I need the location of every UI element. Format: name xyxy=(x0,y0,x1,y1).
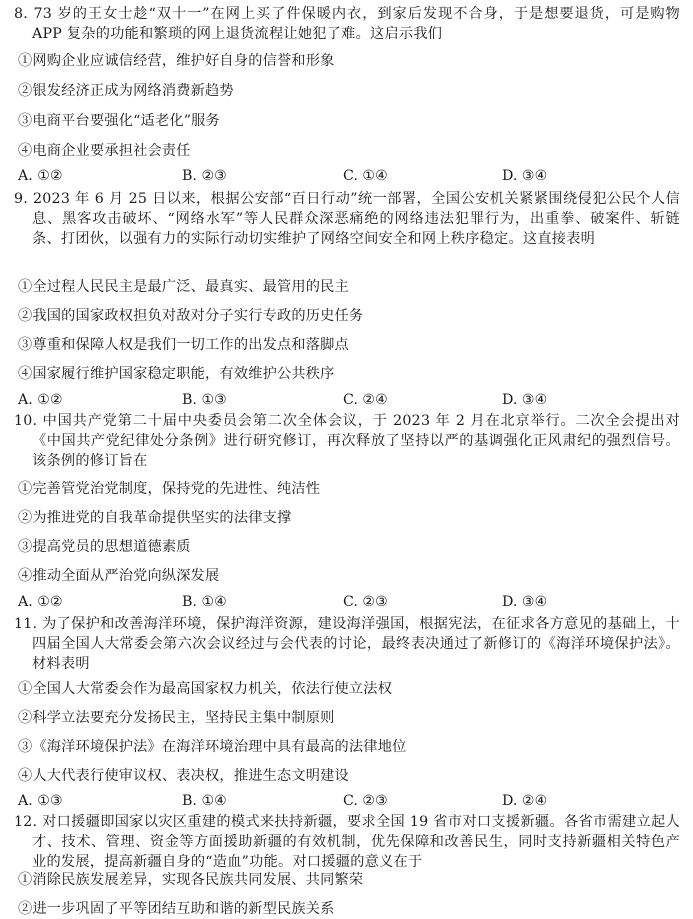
option-item: ③提高党员的思想道德素质 xyxy=(18,539,191,555)
question-stem: 10. 中国共产党第二十届中央委员会第二次全体会议，于 2023 年 2 月在北京举行。二次全会提出对《中国共产党纪律处分条例》进行研究修订，再次释放了坚持以严的基调强化正风肃纪的强烈信号。该条例的修订旨在 xyxy=(14,413,680,469)
option-item: ④国家履行维护国家稳定职能，有效维护公共秩序 xyxy=(18,366,335,382)
question-stem: 11. 为了保护和改善海洋环境，保护海洋资源，建设海洋强国，根据宪法，在征求各方意见的基础上，十四届全国人大常委会第六次会议经过与会代表的讨论，最终表决通过了新修订的《海洋环境保护法》。材料表明 xyxy=(14,616,680,672)
choice-a: A. ①② xyxy=(18,168,63,184)
option-item: ④电商企业要承担社会责任 xyxy=(18,143,191,159)
choice-a: A. ①② xyxy=(18,392,63,408)
option-item: ③电商平台要强化“适老化”服务 xyxy=(18,113,220,129)
question-11 xyxy=(14,614,680,674)
choice-c: C. ②③ xyxy=(343,793,388,809)
question-12 xyxy=(14,812,680,872)
question-stem: 12. 对口援疆即国家以灾区重建的模式来扶持新疆，要求全国 19 省市对口支援新疆。各省市需建立起人才、技术、管理、资金等方面援助新疆的有效机制，优先保障和改善民生，同时支持新疆相关特色产业的发展，提高新疆自身的“造血”功能。对口援疆的意义在于 xyxy=(14,814,680,870)
option-item: ④推动全面从严治党向纵深发展 xyxy=(18,568,220,584)
option-item: ①完善管党治党制度，保持党的先进性、纯洁性 xyxy=(18,481,321,497)
choice-d: D. ③④ xyxy=(502,594,548,610)
question-8 xyxy=(14,4,680,44)
question-stem: 8. 73 岁的王女士趁“双十一”在网上买了件保暖内衣，到家后发现不合身，于是想要退货，可是购物 APP 复杂的功能和繁琐的网上退货流程让她犯了难。这启示我们 xyxy=(14,6,680,42)
option-item: ②我国的国家政权担负对敌对分子实行专政的历史任务 xyxy=(18,308,364,324)
choice-c: C. ②③ xyxy=(343,594,388,610)
choice-b: B. ①③ xyxy=(182,392,227,408)
option-item: ③《海洋环境保护法》在海洋环境治理中具有最高的法律地位 xyxy=(18,739,407,755)
option-item: ①全国人大常委会作为最高国家权力机关，依法行使立法权 xyxy=(18,681,393,697)
option-item: ②银发经济正成为网络消费新趋势 xyxy=(18,83,234,99)
choice-d: D. ②④ xyxy=(502,793,548,809)
choice-b: B. ①④ xyxy=(182,594,227,610)
option-item: ①消除民族发展差异，实现各民族共同发展、共同繁荣 xyxy=(18,872,364,888)
option-item: ③尊重和保障人权是我们一切工作的出发点和落脚点 xyxy=(18,337,349,353)
question-10 xyxy=(14,411,680,471)
choice-a: A. ①② xyxy=(18,594,63,610)
option-item: ①全过程人民民主是最广泛、最真实、最管用的民主 xyxy=(18,279,349,295)
question-stem: 9. 2023 年 6 月 25 日以来，根据公安部“百日行动”统一部署，全国公安机关紧紧围绕侵犯公民个人信息、黑客攻击破坏、“网络水军”等人民群众深恶痛绝的网络违法犯罪行为，出重拳、破案件、斩链条、打团伙，以强有力的实际行动切实维护了网络空间安全和网上秩序稳定。这直接表明 xyxy=(14,191,680,247)
choice-b: B. ②③ xyxy=(182,168,227,184)
choice-c: C. ②④ xyxy=(343,392,388,408)
option-item: ②科学立法要充分发扬民主，坚持民主集中制原则 xyxy=(18,710,335,726)
choice-a: A. ①③ xyxy=(18,793,63,809)
choice-d: D. ③④ xyxy=(502,392,548,408)
choice-b: B. ①④ xyxy=(182,793,227,809)
option-item: ④人大代表行使审议权、表决权，推进生态文明建设 xyxy=(18,768,349,784)
question-9 xyxy=(14,189,680,249)
choice-d: D. ③④ xyxy=(502,168,548,184)
option-item: ①网购企业应诚信经营，维护好自身的信誉和形象 xyxy=(18,53,335,69)
option-item: ②进一步巩固了平等团结互助和谐的新型民族关系 xyxy=(18,901,335,917)
choice-c: C. ①④ xyxy=(343,168,388,184)
option-item: ②为推进党的自我革命提供坚实的法律支撑 xyxy=(18,510,292,526)
